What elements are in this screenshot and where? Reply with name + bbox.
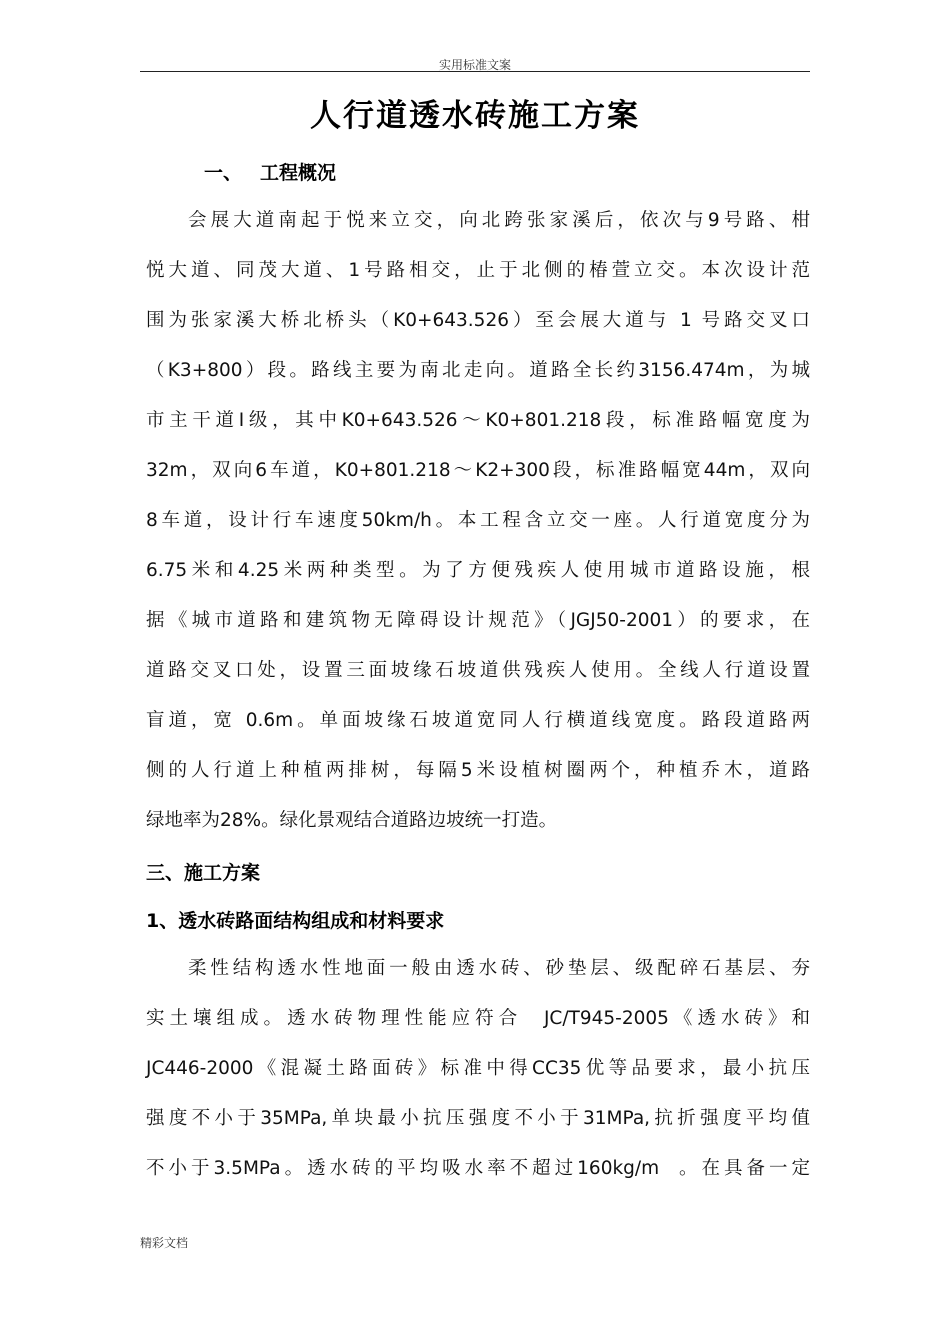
- paragraph-line: 6.75米和4.25米两种类型。为了方便残疾人使用城市道路设施，根: [146, 560, 810, 581]
- section-title: 工程概况: [260, 162, 337, 184]
- paragraph-line: 围为张家溪大桥北桥头（K0+643.526）至会展大道与 1 号路交叉口: [146, 310, 810, 331]
- section-heading-plan: 三、施工方案: [146, 862, 261, 884]
- paragraph-line: 实土壤组成。透水砖物理性能应符合 JC/T945-2005《透水砖》和: [146, 1008, 810, 1029]
- paragraph-line: 绿地率为28%。绿化景观结合道路边坡统一打造。: [146, 810, 558, 831]
- page-header: 实用标准文案: [438, 58, 511, 72]
- paragraph-line: 会展大道南起于悦来立交，向北跨张家溪后，依次与9号路、柑: [188, 210, 810, 231]
- section-number: 一、: [204, 162, 243, 184]
- paragraph-line: 8车道，设计行车速度50km/h。本工程含立交一座。人行道宽度分为: [146, 510, 810, 531]
- paragraph-line: 市主干道Ⅰ级，其中K0+643.526～K0+801.218段，标准路幅宽度为: [146, 410, 810, 431]
- paragraph-line: 盲道，宽 0.6m。单面坡缘石坡道宽同人行横道线宽度。路段道路两: [146, 710, 810, 731]
- section-heading-overview: [204, 158, 336, 185]
- paragraph-line: 道路交叉口处，设置三面坡缘石坡道供残疾人使用。全线人行道设置: [146, 660, 810, 681]
- paragraph-line: 32m，双向6车道，K0+801.218～K2+300段，标准路幅宽44m，双向: [146, 460, 810, 481]
- paragraph-line: 侧的人行道上种植两排树，每隔5米设植树圈两个，种植乔木，道路: [146, 760, 810, 781]
- document-title: 人行道透水砖施工方案: [310, 98, 640, 134]
- header-divider: [140, 71, 810, 72]
- paragraph-line: 不小于3.5MPa。透水砖的平均吸水率不超过160kg/m 。在具备一定: [146, 1158, 810, 1179]
- page-footer: 精彩文档: [140, 1236, 189, 1250]
- paragraph-line: 柔性结构透水性地面一般由透水砖、砂垫层、级配碎石基层、夯: [188, 958, 810, 979]
- paragraph-line: （K3+800）段。路线主要为南北走向。道路全长约3156.474m，为城: [146, 360, 810, 381]
- paragraph-line: 强度不小于35MPa,单块最小抗压强度不小于31MPa,抗折强度平均值: [146, 1108, 810, 1129]
- paragraph-line: 悦大道、同茂大道、1号路相交，止于北侧的椿萱立交。本次设计范: [146, 260, 810, 281]
- paragraph-line: 据《城市道路和建筑物无障碍设计规范》（JGJ50-2001）的要求，在: [146, 610, 810, 631]
- paragraph-line: JC446-2000《混凝土路面砖》标准中得CC35优等品要求，最小抗压: [146, 1058, 810, 1079]
- subsection-heading: 1、透水砖路面结构组成和材料要求: [146, 910, 445, 932]
